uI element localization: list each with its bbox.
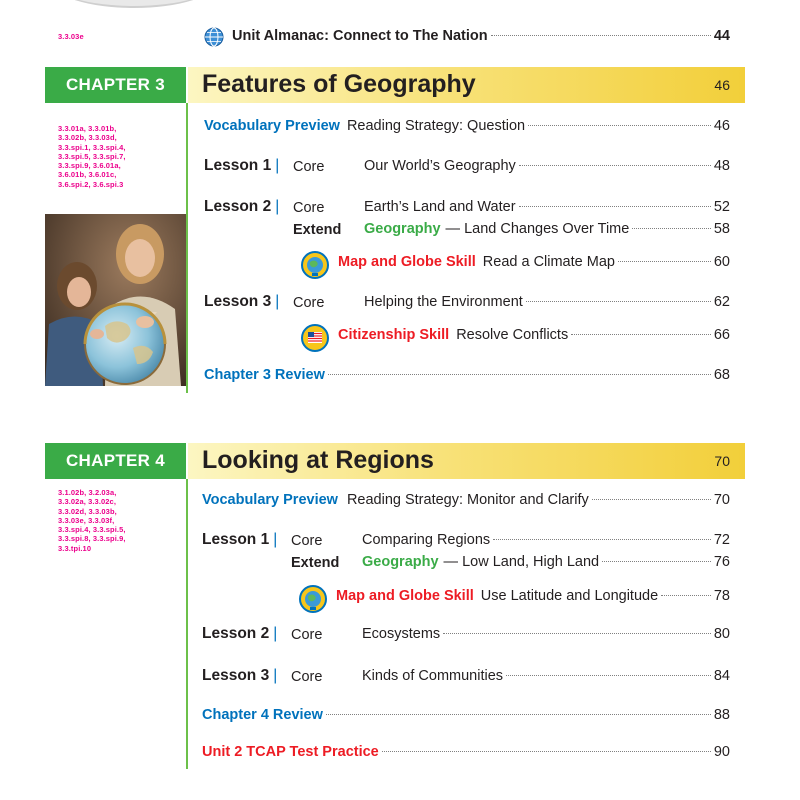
lesson-title: Ecosystems	[362, 626, 441, 642]
vocab-label: Vocabulary Preview	[204, 118, 340, 134]
leader-dots	[592, 499, 711, 500]
skill-label: Map and Globe Skill	[338, 254, 476, 270]
chapter-4-map-skill-entry[interactable]	[336, 588, 730, 608]
core-label: Core	[291, 669, 323, 685]
unit-almanac-entry[interactable]	[232, 28, 730, 48]
leader-dots	[519, 165, 711, 166]
core-label: Core	[291, 627, 323, 643]
extend-label: Extend	[293, 222, 342, 238]
skill-label: Citizenship Skill	[338, 327, 450, 343]
leader-dots	[443, 633, 711, 634]
lesson-page: 80	[713, 626, 730, 642]
leader-dots	[491, 35, 711, 36]
chapter-4-lesson-1-label: Lesson 1 |	[202, 531, 278, 548]
leader-dots	[328, 374, 711, 375]
lesson-page: 72	[713, 532, 730, 548]
chapter-4-lesson-2-label: Lesson 2 |	[202, 625, 278, 642]
extend-label: Extend	[291, 555, 340, 571]
skill-page: 60	[713, 254, 730, 270]
leader-dots	[493, 539, 711, 540]
review-page: 88	[713, 707, 730, 723]
core-label: Core	[293, 159, 325, 175]
extend-page: 76	[713, 554, 730, 570]
vocab-desc: Reading Strategy: Monitor and Clarify	[346, 492, 589, 508]
leader-dots	[506, 675, 711, 676]
chapter-4-lesson-3-entry[interactable]	[362, 668, 730, 688]
chapter-3-review-entry[interactable]	[204, 367, 730, 387]
chapter-3-map-skill-entry[interactable]	[338, 254, 730, 274]
leader-dots	[571, 334, 711, 335]
tcap-page: 90	[713, 744, 730, 760]
chapter-3-vocabulary-entry[interactable]	[204, 118, 730, 138]
citizenship-skill-entry[interactable]	[338, 327, 730, 347]
extend-subject: Geography	[362, 554, 439, 570]
chapter-3-lesson-2-entry[interactable]	[364, 199, 730, 219]
chapter-3-standards: 3.3.01a, 3.3.01b, 3.3.02b, 3.3.03d, 3.3.spi.1, 3.3.spi.4, 3.3.spi.5, 3.3.spi.7, 3.3.spi.9, 3.6.01a, 3.6.01b, 3.6.01c, 3.6.spi.2, 3.6.spi.3	[58, 124, 126, 189]
skill-desc: Resolve Conflicts	[456, 327, 569, 343]
chapter-4-review-entry[interactable]	[202, 707, 730, 727]
leader-dots	[602, 561, 711, 562]
tcap-test-practice-entry[interactable]	[202, 744, 730, 764]
top-decoration	[52, 0, 216, 8]
almanac-standards: 3.3.03e	[58, 32, 84, 41]
review-label: Chapter 4 Review	[202, 707, 323, 723]
chapter-4-extend-entry[interactable]	[362, 554, 730, 574]
chapter-3-lesson-2-label: Lesson 2 |	[204, 198, 280, 215]
leader-dots	[661, 595, 711, 596]
map-globe-skill-icon	[301, 251, 329, 279]
extend-page: 58	[713, 221, 730, 237]
skill-desc: Use Latitude and Longitude	[480, 588, 659, 604]
lesson-title: Helping the Environment	[364, 294, 523, 310]
lesson-title: Earth’s Land and Water	[364, 199, 516, 215]
vocab-page: 46	[713, 118, 730, 134]
leader-dots	[528, 125, 711, 126]
photo-globe-students	[45, 214, 186, 386]
extend-title: — Land Changes Over Time	[445, 221, 630, 237]
skill-label: Map and Globe Skill	[336, 588, 474, 604]
chapter-4-tab: CHAPTER 4	[45, 443, 186, 479]
core-label: Core	[293, 295, 325, 311]
lesson-title: Comparing Regions	[362, 532, 491, 548]
leader-dots	[526, 301, 711, 302]
map-globe-skill-icon	[299, 585, 327, 613]
core-label: Core	[291, 533, 323, 549]
chapter-3-header[interactable]	[188, 67, 745, 103]
skill-page: 66	[713, 327, 730, 343]
core-label: Core	[293, 200, 325, 216]
extend-subject: Geography	[364, 221, 441, 237]
chapter-3-lesson-3-entry[interactable]	[364, 294, 730, 314]
leader-dots	[326, 714, 711, 715]
chapter-3-lesson-3-label: Lesson 3 |	[204, 293, 280, 310]
chapter-3-lesson-1-entry[interactable]	[364, 158, 730, 178]
chapter-4-title: Looking at Regions	[202, 446, 434, 474]
leader-dots	[618, 261, 711, 262]
vocab-page: 70	[713, 492, 730, 508]
leader-dots	[632, 228, 711, 229]
chapter-3-title: Features of Geography	[202, 70, 476, 98]
citizenship-skill-icon	[301, 324, 329, 352]
vocab-label: Vocabulary Preview	[202, 492, 338, 508]
review-page: 68	[713, 367, 730, 383]
chapter-4-standards: 3.1.02b, 3.2.03a, 3.3.02a, 3.3.02c, 3.3.02d, 3.3.03b, 3.3.03e, 3.3.03f, 3.3.spi.4, 3.3.spi.5, 3.3.spi.8, 3.3.spi.9, 3.3.tpi.10	[58, 488, 126, 553]
skill-desc: Read a Climate Map	[482, 254, 615, 270]
chapter-3-tab: CHAPTER 3	[45, 67, 186, 103]
globe-icon	[204, 27, 224, 47]
chapter-4-lesson-3-label: Lesson 3 |	[202, 667, 278, 684]
lesson-page: 84	[713, 668, 730, 684]
lesson-page: 62	[713, 294, 730, 310]
leader-dots	[382, 751, 711, 752]
chapter-4-lesson-1-entry[interactable]	[362, 532, 730, 552]
extend-title: — Low Land, High Land	[443, 554, 600, 570]
chapter-4-page: 70	[714, 453, 730, 469]
tcap-label: Unit 2 TCAP Test Practice	[202, 744, 379, 760]
chapter-3-divider	[186, 103, 188, 393]
chapter-4-header[interactable]	[188, 443, 745, 479]
chapter-3-extend-entry[interactable]	[364, 221, 730, 241]
leader-dots	[519, 206, 711, 207]
lesson-page: 48	[713, 158, 730, 174]
almanac-page: 44	[713, 28, 730, 44]
lesson-title: Our World’s Geography	[364, 158, 516, 174]
skill-page: 78	[713, 588, 730, 604]
almanac-label: Unit Almanac: Connect to The Nation	[232, 28, 488, 44]
chapter-4-vocabulary-entry[interactable]	[202, 492, 730, 512]
chapter-4-divider	[186, 479, 188, 769]
vocab-desc: Reading Strategy: Question	[346, 118, 526, 134]
review-label: Chapter 3 Review	[204, 367, 325, 383]
chapter-4-lesson-2-entry[interactable]	[362, 626, 730, 646]
chapter-3-lesson-1-label: Lesson 1 |	[204, 157, 280, 174]
chapter-3-page: 46	[714, 77, 730, 93]
lesson-title: Kinds of Communities	[362, 668, 504, 684]
lesson-page: 52	[713, 199, 730, 215]
